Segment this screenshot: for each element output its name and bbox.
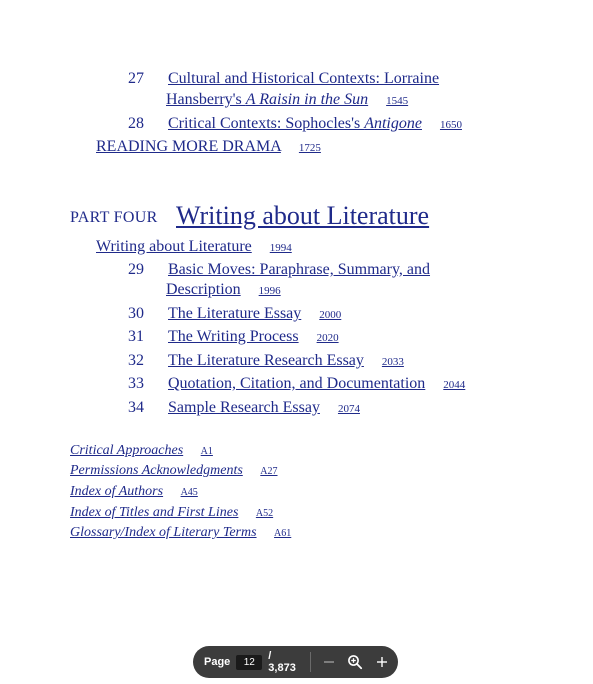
page-number[interactable]: 2044 [443,379,466,391]
toc-chapter-31[interactable] [128,328,339,346]
page-number[interactable]: A1 [200,446,213,457]
appendix-link[interactable]: Critical Approaches [70,443,184,458]
toc-writing-section[interactable] [96,238,292,256]
section-link[interactable]: READING MORE DRAMA [96,138,281,155]
page-number[interactable]: A61 [274,528,292,539]
page-number[interactable]: 1996 [258,285,281,297]
appendix-link[interactable]: Index of Titles and First Lines [70,505,239,520]
chapter-link[interactable]: The Literature Essay [168,305,302,322]
toc-chapter-29[interactable] [128,261,430,279]
chapter-link[interactable]: The Literature Research Essay [168,352,364,369]
section-link[interactable]: Writing about Literature [96,238,252,255]
magnifier-plus-icon[interactable] [345,651,365,673]
part-label: PART FOUR [70,209,158,226]
chapter-link[interactable]: The Writing Process [168,328,299,345]
total-pages: / 3,873 [268,650,296,674]
page-number-input[interactable] [236,655,262,670]
page-number[interactable]: 2074 [337,403,360,415]
page-number[interactable]: 1650 [439,119,462,131]
appendix-link[interactable]: Index of Authors [70,484,164,499]
page-toolbar [193,646,398,678]
page-number[interactable]: A27 [260,466,278,477]
toc-chapter-33[interactable] [128,375,465,393]
toc-appendix-permissions[interactable] [70,463,278,479]
toc-chapter-30[interactable] [128,305,341,323]
toc-chapter-27[interactable] [128,70,439,88]
chapter-number: 28 [128,115,144,132]
toc-appendix-index-authors[interactable] [70,484,198,500]
toc-chapter-34[interactable] [128,399,360,417]
appendix-link[interactable]: Glossary/Index of Literary Terms [70,525,257,540]
chapter-number: 33 [128,375,144,392]
chapter-number: 34 [128,399,144,416]
page-number[interactable]: 2000 [319,309,342,321]
plus-icon[interactable] [372,651,392,673]
chapter-number: 29 [128,261,144,278]
toc-appendix-critical-approaches[interactable] [70,443,213,459]
minus-icon[interactable] [319,651,339,673]
chapter-link-cont[interactable]: Description [166,281,241,298]
page-label: Page [204,656,231,668]
toolbar-divider [310,652,311,672]
chapter-number: 32 [128,352,144,369]
page-number[interactable]: A45 [180,487,198,498]
page-number[interactable]: 2033 [381,356,404,368]
page-number[interactable]: A52 [255,508,274,519]
toc-appendix-glossary[interactable] [70,525,291,541]
page-number[interactable]: 2020 [316,332,339,344]
chapter-link[interactable]: Critical Contexts: Sophocles's Antigone [168,115,422,132]
page-number[interactable]: 1725 [298,142,321,154]
toc-reading-more-drama[interactable] [96,138,321,156]
toc-chapter-27-cont[interactable] [166,91,408,109]
page-number[interactable]: 1545 [386,95,409,107]
toc-chapter-32[interactable] [128,352,404,370]
appendix-link[interactable]: Permissions Acknowledgments [70,463,243,478]
chapter-number: 27 [128,70,144,87]
toc-chapter-29-cont[interactable] [166,281,281,299]
chapter-link[interactable]: Cultural and Historical Contexts: Lorraine [168,70,440,87]
chapter-link[interactable]: Basic Moves: Paraphrase, Summary, and [168,261,431,278]
chapter-number: 30 [128,305,144,322]
chapter-link[interactable]: Sample Research Essay [168,399,320,416]
chapter-link-cont[interactable]: Hansberry's A Raisin in the Sun [166,91,369,108]
part-title-link[interactable]: Writing about Literature [176,201,430,230]
toc-appendix-index-titles[interactable] [70,505,273,521]
chapter-link[interactable]: Quotation, Citation, and Documentation [168,375,426,392]
page-number[interactable]: 1994 [269,242,292,254]
toc-chapter-28[interactable] [128,115,462,133]
chapter-number: 31 [128,328,144,345]
